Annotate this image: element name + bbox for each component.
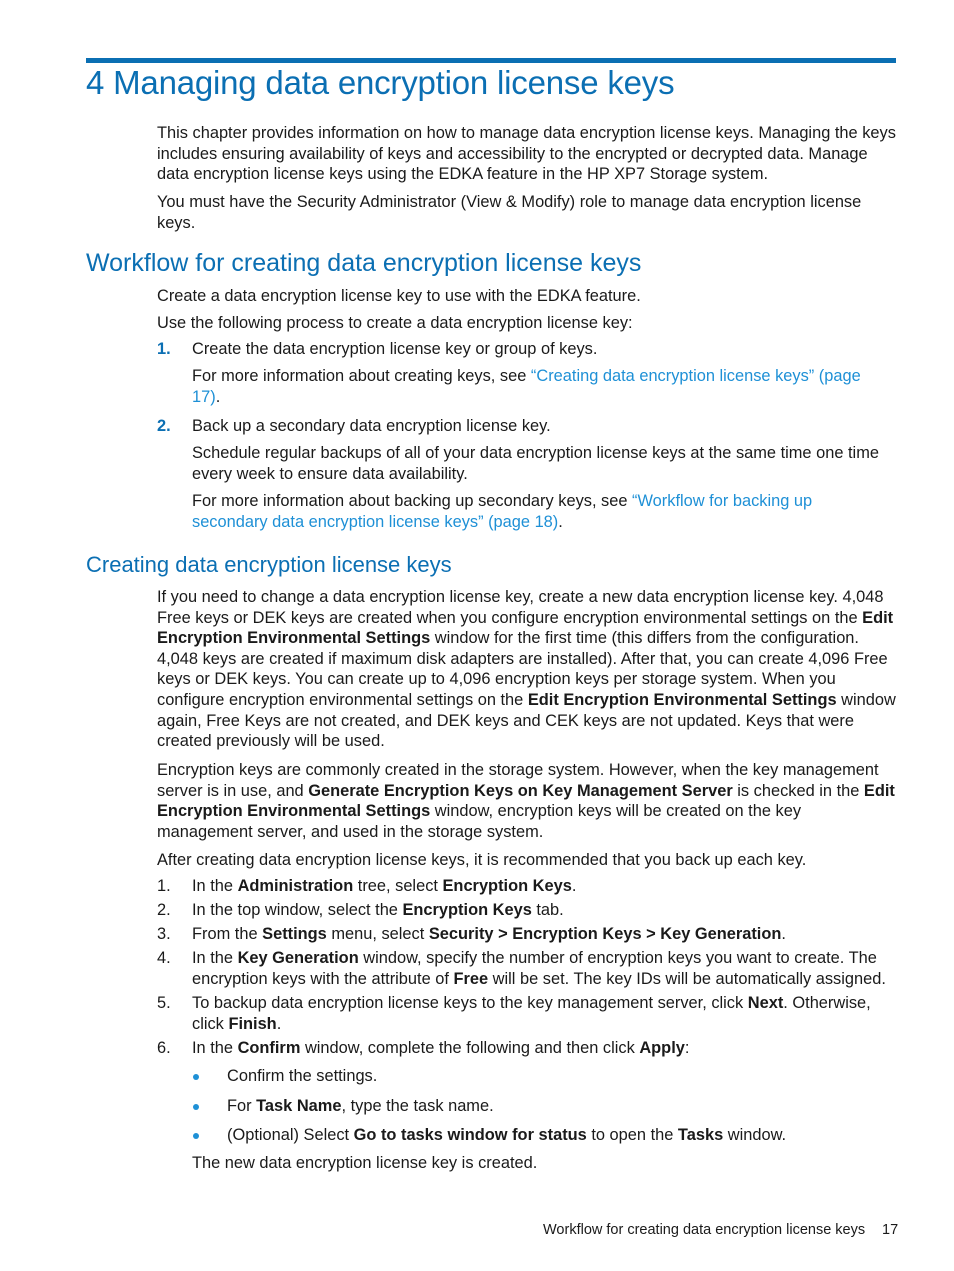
text-run: If you need to change a data encryption license key, create a new data encryption license key. 4,048 Free keys or DEK keys are created when you configure encryption environmental settings on the <box>157 588 884 627</box>
bold-run: Tasks <box>677 1126 724 1144</box>
workflow-text-2: Use the following process to create a data encryption license key: <box>157 314 633 332</box>
bold-run: Edit Encryption Environmental Settings <box>527 690 837 709</box>
bold-run: Next <box>747 994 784 1012</box>
bold-run: Encryption Keys <box>442 877 572 895</box>
text-run: is checked in the <box>732 781 864 800</box>
bold-run: Confirm <box>237 1039 301 1057</box>
intro-text-2: You must have the Security Administrator (View & Modify) role to manage data encryption license keys. <box>157 193 862 232</box>
workflow-text-1: Create a data encryption license key to use with the EDKA feature. <box>157 287 641 305</box>
bullet-dot-icon <box>193 1074 199 1080</box>
bullet-dot-icon <box>193 1104 199 1110</box>
step-text: Create the data encryption license key or group of keys. <box>192 340 598 358</box>
text-run: For <box>227 1097 257 1115</box>
bold-run: Administration <box>237 877 354 895</box>
intro-paragraph-1 <box>157 123 899 185</box>
workflow-heading: Workflow for creating data encryption license keys <box>86 249 642 277</box>
bold-run: Generate Encryption Keys on Key Management Server <box>308 781 733 800</box>
closing-text: The new data encryption license key is created. <box>192 1154 538 1172</box>
text-run: In the <box>192 949 238 967</box>
bullet-text <box>227 1125 892 1146</box>
text-run: . <box>781 925 786 943</box>
text-run: In the top window, select the <box>192 901 403 919</box>
bold-run: Go to tasks window for status <box>353 1126 587 1144</box>
bold-run: Task Name <box>256 1097 342 1115</box>
workflow-step-2-detail <box>192 443 892 484</box>
creating-text-1 <box>157 587 899 752</box>
text-run: to open the <box>586 1126 678 1144</box>
backup-workflow-link[interactable]: “Workflow for backing up secondary data encryption license keys” (page 18) <box>192 492 813 531</box>
text-run: . Otherwise, click <box>192 994 871 1033</box>
chapter-title: 4 Managing data encryption license keys <box>86 64 675 101</box>
text-run: Confirm the settings. <box>227 1067 378 1085</box>
text-run: tab. <box>531 901 564 919</box>
text-run: window again, Free Keys are not created, and DEK keys and CEK keys are not updated. Keys that were created previously will be used. <box>157 690 896 751</box>
workflow-paragraph-1 <box>157 286 899 307</box>
bold-run: Free <box>453 969 489 988</box>
more-prefix: For more information about backing up secondary keys, see <box>192 492 633 510</box>
bullet-text <box>227 1066 892 1087</box>
text-run: In the <box>192 877 238 895</box>
creating-heading: Creating data encryption license keys <box>86 552 452 577</box>
bold-run: Finish <box>228 1014 277 1033</box>
step-text <box>192 993 899 1034</box>
bullet-dot-icon <box>193 1133 199 1139</box>
text-run: (Optional) Select <box>227 1126 354 1144</box>
step-number: 2. <box>157 901 171 919</box>
step-number: 1. <box>157 340 171 358</box>
text-run: window for the first time (this differs from the configuration. 4,048 keys are created if maximum disk adapters are installed). After that, you can create 4,096 Free keys or DEK keys. You can create up to 4,096 encryption keys per storage system. When you configure encryption environmental settings on the <box>157 629 888 709</box>
text-run: . <box>276 1014 282 1033</box>
text-run: window. <box>723 1126 787 1144</box>
text-run: . <box>571 877 577 895</box>
creating-paragraph-3 <box>157 850 899 871</box>
footer-section-title: Workflow for creating data encryption license keys <box>543 1222 866 1238</box>
step-number: 1. <box>157 877 171 895</box>
text-run: will be set. The key IDs will be automatically assigned. <box>488 969 886 988</box>
more-prefix: For more information about creating keys, see <box>192 367 531 385</box>
more-suffix: . <box>215 387 221 406</box>
step-detail: Schedule regular backups of all of your data encryption license keys at the same time one time every week to ensure data availability. <box>192 444 879 483</box>
creating-text-3: After creating data encryption license keys, it is recommended that you back up each key. <box>157 851 807 869</box>
step-number: 2. <box>157 417 171 435</box>
creating-paragraph-2 <box>157 760 899 842</box>
text-run: In the <box>192 1039 238 1057</box>
text-run: window, encryption keys will be created on the key management server, and used in the storage system. <box>157 802 802 841</box>
step-number: 5. <box>157 994 171 1012</box>
text-run: Encryption keys are commonly created in the storage system. However, when the key management server is in use, and <box>157 761 879 800</box>
creating-paragraph-1 <box>157 587 899 752</box>
step-number: 3. <box>157 925 171 943</box>
workflow-step-1-more <box>192 366 892 407</box>
step-text <box>192 924 899 945</box>
text-run: , type the task name. <box>341 1097 494 1115</box>
chapter-rule <box>86 58 896 63</box>
intro-text-1: This chapter provides information on how to manage data encryption license keys. Managing the keys includes ensuring availability of keys and accessibility to the encrypted or decrypted data. Manage data encryption license keys using the EDKA feature in the HP XP7 Storage system. <box>157 124 896 184</box>
footer-page-number: 17 <box>882 1222 899 1238</box>
closing-paragraph <box>192 1153 892 1174</box>
workflow-step-2-more <box>192 491 892 532</box>
bold-run: Apply <box>639 1039 685 1057</box>
step-number: 6. <box>157 1039 171 1057</box>
text-run: From the <box>192 925 263 943</box>
text-run: To backup data encryption license keys to the key management server, click <box>192 994 748 1012</box>
text-run: window, complete the following and then click <box>300 1039 640 1057</box>
text-run: menu, select <box>326 925 429 943</box>
intro-paragraph-2 <box>157 192 899 233</box>
workflow-paragraph-2 <box>157 313 899 334</box>
step-text <box>192 1038 899 1059</box>
bold-run: Settings <box>262 925 327 943</box>
step-text <box>192 948 899 989</box>
step-text: Back up a secondary data encryption license key. <box>192 417 551 435</box>
bold-run: Security > Encryption Keys > Key Generation <box>428 925 782 943</box>
text-run: window, specify the number of encryption keys you want to create. The encryption keys with the attribute of <box>192 949 877 988</box>
bold-run: Edit Encryption Environmental Settings <box>157 781 895 821</box>
step-text <box>192 900 899 921</box>
bold-run: Edit Encryption Environmental Settings <box>157 608 894 648</box>
creating-text-2 <box>157 760 899 842</box>
step-number: 4. <box>157 949 171 967</box>
more-suffix: . <box>558 512 563 531</box>
text-run: : <box>684 1039 690 1057</box>
text-run: tree, select <box>353 877 443 895</box>
creating-keys-link[interactable]: “Creating data encryption license keys” (page 17) <box>192 367 861 406</box>
step-text <box>192 876 899 897</box>
bullet-text <box>227 1096 892 1117</box>
bold-run: Encryption Keys <box>402 901 532 919</box>
bold-run: Key Generation <box>237 949 359 967</box>
